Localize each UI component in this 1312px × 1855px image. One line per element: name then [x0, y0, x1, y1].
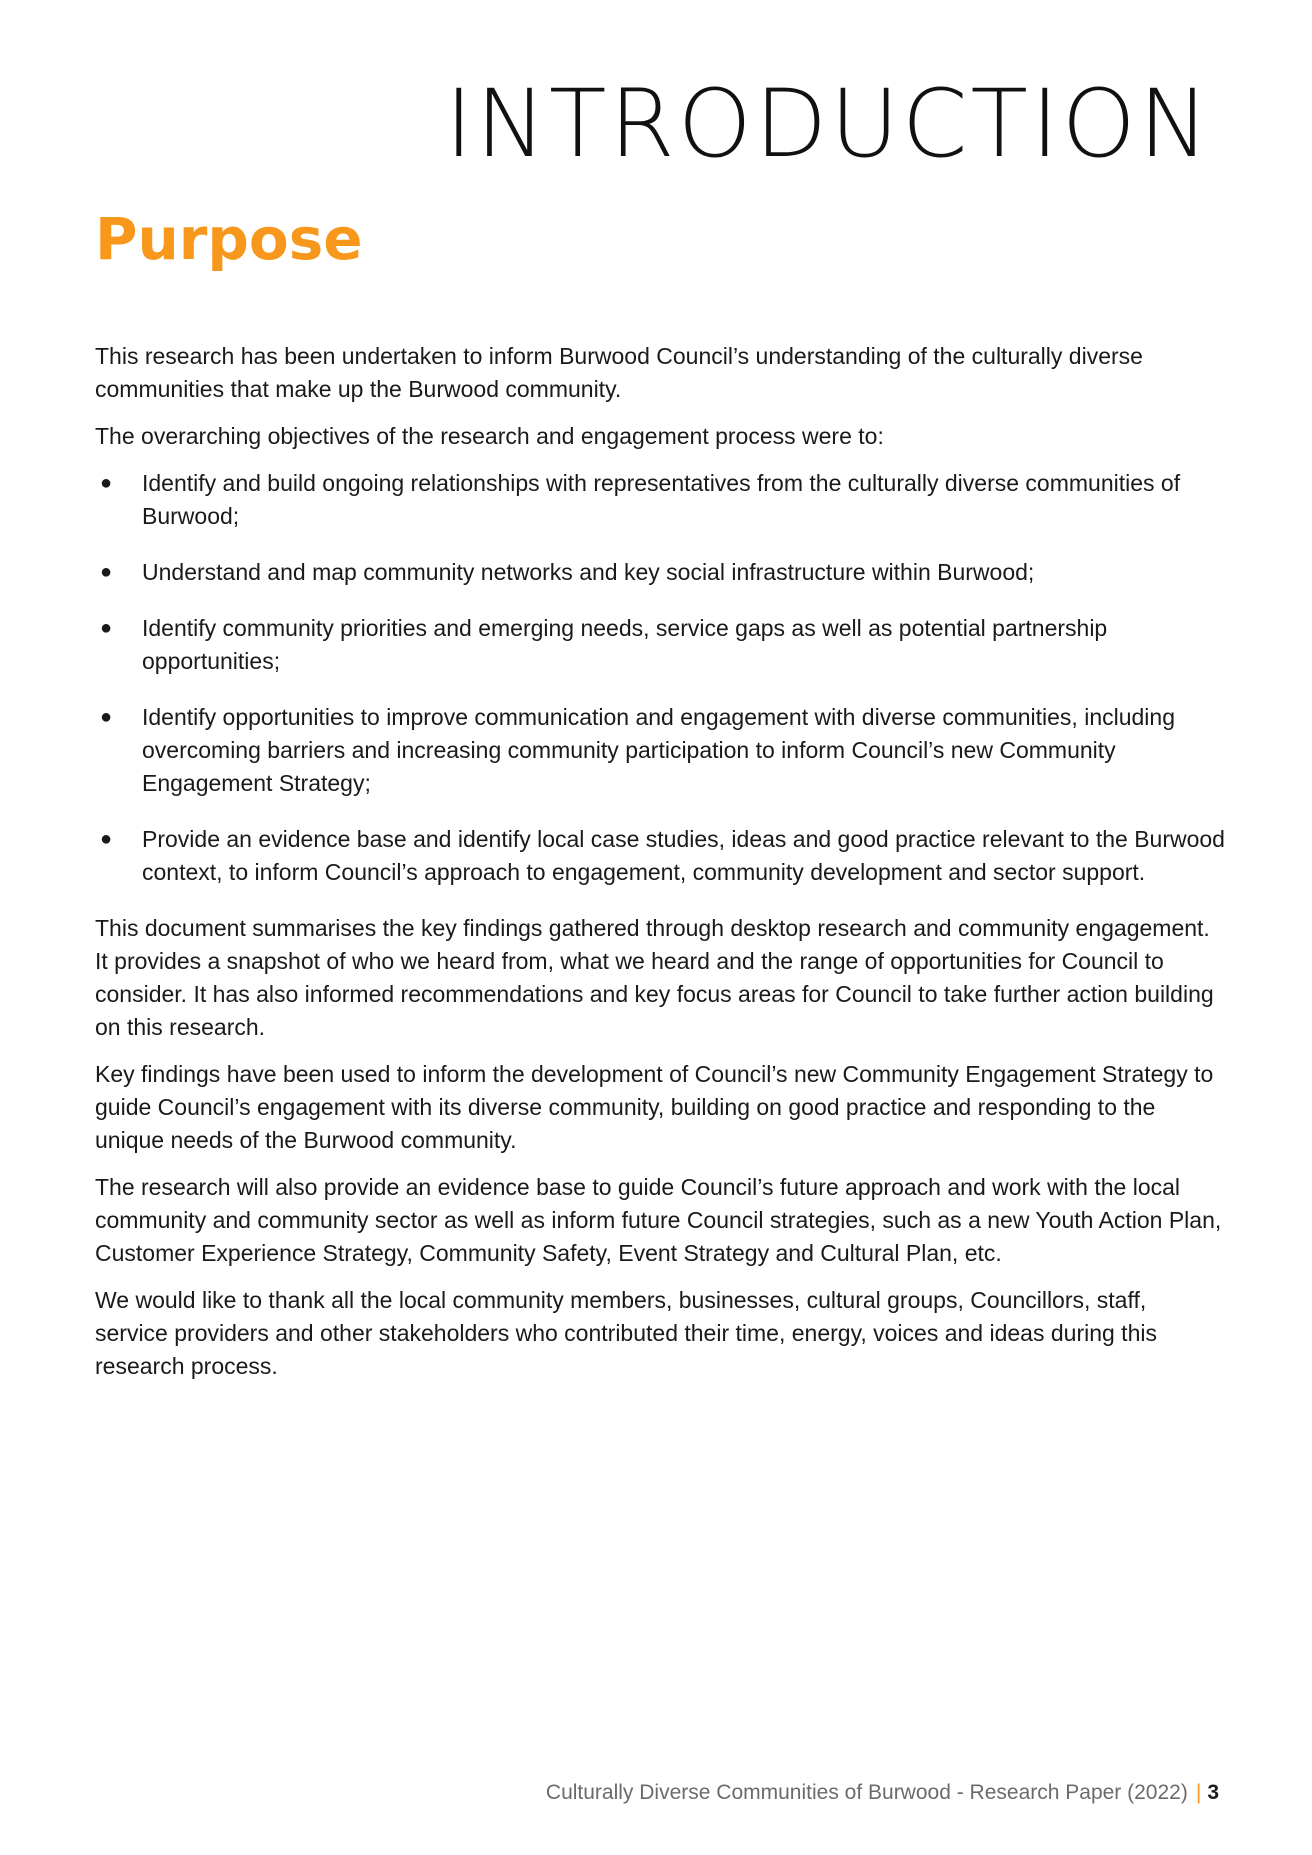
body-content — [95, 340, 1225, 1397]
bullet-icon: ● — [100, 472, 113, 494]
objectives-list — [95, 467, 1225, 889]
bullet-icon: ● — [100, 828, 113, 850]
page-heading: Purpose — [95, 205, 363, 273]
list-item — [95, 467, 1225, 533]
intro-paragraph: The overarching objectives of the research and engagement process were to: — [95, 423, 884, 449]
body-paragraph: Key findings have been used to inform the development of Council’s new Community Engagement Strategy to guide Council’s engagement with its diverse community, building on good practice and responding to the unique needs of the Burwood community. — [95, 1061, 1214, 1153]
list-item — [95, 823, 1225, 889]
bullet-icon: ● — [100, 706, 113, 728]
body-paragraph: We would like to thank all the local community members, businesses, cultural groups, Councillors, staff, service providers and other stakeholders who contributed their time, energy, voices and ideas during this research process. — [95, 1287, 1157, 1379]
list-item — [95, 612, 1225, 678]
footer-separator: | — [1195, 1781, 1202, 1804]
list-item-text: Provide an evidence base and identify local case studies, ideas and good practice relevant to the Burwood context, to inform Council’s approach to engagement, community development and sector support. — [142, 826, 1225, 885]
list-item — [95, 701, 1225, 800]
body-paragraph: The research will also provide an evidence base to guide Council’s future approach and work with the local community and community sector as well as inform future Council strategies, such as a new Youth Action Plan, Customer Experience Strategy, Community Safety, Event Strategy and Cultural Plan, etc. — [95, 1174, 1222, 1266]
bullet-icon: ● — [100, 561, 113, 583]
list-item — [95, 556, 1225, 589]
section-title: INTRODUCTION — [444, 70, 1212, 179]
page-number: 3 — [1207, 1781, 1219, 1804]
page-footer — [546, 1782, 1219, 1803]
list-item-text: Identify and build ongoing relationships with representatives from the culturally diverse communities of Burwood; — [142, 470, 1181, 529]
footer-document-title: Culturally Diverse Communities of Burwood - Research Paper (2022) — [545, 1781, 1188, 1804]
intro-paragraph: This research has been undertaken to inform Burwood Council’s understanding of the culturally diverse communities that make up the Burwood community. — [95, 343, 1143, 402]
list-item-text: Identify community priorities and emerging needs, service gaps as well as potential partnership opportunities; — [142, 615, 1108, 674]
body-paragraph: This document summarises the key findings gathered through desktop research and community engagement. It provides a snapshot of who we heard from, what we heard and the range of opportunities for Council to consider. It has also informed recommendations and key focus areas for Council to take further action building on this research. — [95, 915, 1214, 1040]
list-item-text: Understand and map community networks and key social infrastructure within Burwood; — [142, 559, 1035, 585]
list-item-text: Identify opportunities to improve communication and engagement with diverse communities, including overcoming barriers and increasing community participation to inform Council’s new Community Engagement Strategy; — [142, 704, 1175, 796]
bullet-icon: ● — [100, 617, 113, 639]
